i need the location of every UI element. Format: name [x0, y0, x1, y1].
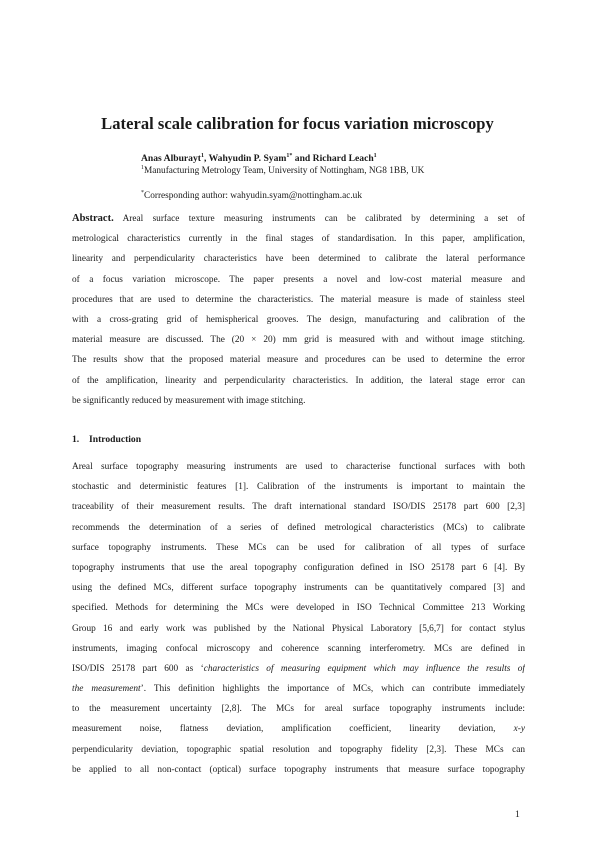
abstract-line-text: with a cross-grating grid of hemispherical grooves. The design, manufacturing and calibration of the	[72, 314, 525, 325]
body-text: measurement noise, flatness deviation, amplification coefficient, linearity deviation,	[72, 724, 514, 735]
corresponding-text: Corresponding author: wahyudin.syam@nottingham.ac.uk	[144, 191, 362, 201]
abstract-line-text: be significantly reduced by measurement with image stitching.	[72, 395, 306, 406]
body-line	[72, 679, 525, 699]
abstract-line	[72, 310, 525, 330]
abstract-line-text: material measure are discussed. The (20 × 20) mm grid is measured with and without image stitching.	[72, 335, 525, 346]
abstract-line-text: The results show that the proposed material measure and procedures can be used to determine the error	[72, 355, 525, 366]
abstract-line	[72, 209, 525, 229]
body-line	[72, 719, 525, 739]
body-text: using the defined MCs, different surface topography instruments can be quantitatively compared [3] and	[72, 583, 525, 594]
abstract-line	[72, 391, 525, 411]
section-number: 1.	[72, 434, 80, 445]
author-name: Anas Alburayt	[141, 153, 201, 164]
abstract-label: Abstract.	[72, 213, 114, 224]
affiliation-mark: 1	[141, 165, 144, 171]
body-line	[72, 538, 525, 558]
author-separator: ,	[203, 153, 209, 164]
body-line	[72, 598, 525, 618]
abstract-line-text: metrological characteristics currently in the final stages of standardisation. In this paper, amplification,	[72, 234, 525, 245]
body-line	[72, 740, 525, 760]
abstract	[72, 209, 525, 411]
body-text: ISO/DIS 25178 part 600 as ‘	[72, 663, 204, 674]
author-name: Richard Leach	[312, 153, 374, 164]
affiliation-mark: 1*	[286, 153, 293, 159]
author-name: Wahyudin P. Syam	[208, 153, 287, 164]
body-line	[72, 497, 525, 517]
body-text: traceability of their measurement results. The draft international standard ISO/DIS 25178 part 600 [2,3]	[72, 502, 525, 513]
body-text: be applied to all non-contact (optical) surface topography instruments that measure surface topography	[72, 764, 525, 775]
abstract-line-text: linearity and perpendicularity characteristics have been determined to calibrate the lateral performance	[72, 254, 525, 265]
body-text: Group 16 and early work was published by the National Physical Laboratory [5,6,7] for contact stylus	[72, 623, 525, 634]
section-heading	[72, 434, 141, 445]
affiliation-text: Manufacturing Metrology Team, University of Nottingham, NG8 1BB, UK	[144, 166, 425, 176]
abstract-line-text: of a focus variation microscope. The paper presents a novel and low-cost material measure and	[72, 274, 525, 285]
abstract-line	[72, 290, 525, 310]
abstract-line	[72, 270, 525, 290]
body-text: instruments, imaging confocal microscopy and coherence scanning interferometry. MCs are defined in	[72, 643, 525, 654]
abstract-line-text: of the amplification, linearity and perpendicularity characteristics. In addition, the lateral stage error can	[72, 375, 525, 386]
body-line	[72, 699, 525, 719]
author-list	[141, 153, 377, 164]
body-line	[72, 477, 525, 497]
affiliation-mark: 1	[373, 153, 377, 159]
abstract-line-text: procedures that are used to determine the characteristics. The material measure is made of stainless steel	[72, 294, 525, 305]
body-text: surface topography instruments. These MCs can be used for calibration of all types of surface	[72, 542, 525, 553]
body-text: specified. Methods for determining the MCs were developed in ISO Technical Committee 213 Working	[72, 603, 525, 614]
section-title: Introduction	[89, 434, 142, 445]
body-line	[72, 639, 525, 659]
italic-text: the measurement	[72, 684, 141, 695]
body-line	[72, 558, 525, 578]
body-line	[72, 760, 525, 780]
paper-title: Lateral scale calibration for focus variation microscopy	[101, 114, 494, 133]
body-line	[72, 659, 525, 679]
body-text: perpendicularity deviation, topographic spatial resolution and topography fidelity [2,3]. These MCs can	[72, 744, 525, 755]
abstract-line	[72, 350, 525, 370]
body-text: Areal surface topography measuring instruments are used to characterise functional surfaces with both	[72, 462, 525, 472]
italic-text: x-y	[513, 724, 525, 735]
corresponding-author	[141, 191, 362, 201]
abstract-line	[72, 371, 525, 391]
body-line	[72, 578, 525, 598]
affiliation-mark: 1	[200, 153, 204, 159]
body-line	[72, 457, 525, 477]
introduction-body	[72, 457, 525, 780]
corresponding-mark: *	[141, 190, 144, 196]
affiliation	[141, 166, 424, 176]
body-line	[72, 518, 525, 538]
abstract-line-text: Areal surface texture measuring instruments can be calibrated by determining a set of	[122, 214, 525, 224]
body-text: topography instruments that use the areal topography configuration defined in ISO 25178 part 6 [4]. By	[72, 562, 525, 573]
author-separator: and	[292, 153, 313, 164]
page-number: 1	[515, 809, 520, 820]
body-text: stochastic and deterministic features [1]. Calibration of the instruments is important to maintain the	[72, 482, 525, 493]
body-text: to the measurement uncertainty [2,8]. The MCs for areal surface topography instruments include:	[72, 704, 525, 715]
italic-text: characteristics of measuring equipment which may influence the results of	[203, 663, 525, 674]
abstract-line	[72, 229, 525, 249]
abstract-line	[72, 249, 525, 269]
body-text: ’. This definition highlights the importance of MCs, which can contribute immediately	[140, 684, 525, 695]
body-line	[72, 619, 525, 639]
abstract-line	[72, 330, 525, 350]
body-text: recommends the determination of a series of defined metrological characteristics (MCs) to calibrate	[72, 522, 525, 533]
